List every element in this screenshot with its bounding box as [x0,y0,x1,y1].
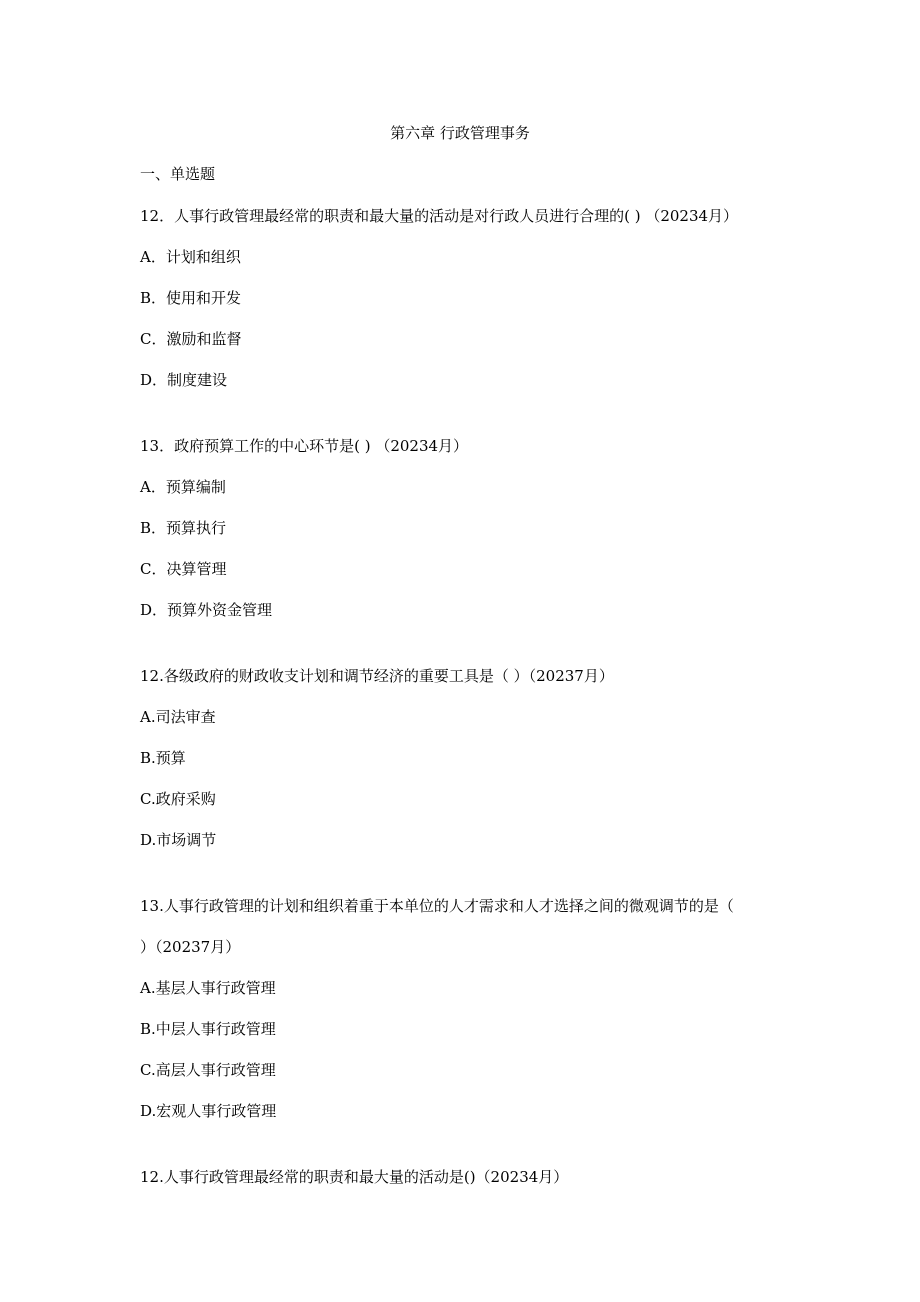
answer-option: B.中层人事行政管理 [140,1020,276,1038]
question-stem: 12.人事行政管理最经常的职责和最大量的活动是()（20234月） [140,1168,569,1186]
answer-option: B．预算执行 [140,519,227,537]
answer-option: A．预算编制 [140,478,226,496]
answer-option: A.基层人事行政管理 [140,979,276,997]
answer-option: C.政府采购 [140,790,216,808]
question-stem: 12．人事行政管理最经常的职责和最大量的活动是对行政人员进行合理的( ) （20234月） [140,207,739,225]
answer-option: B．使用和开发 [140,289,242,307]
answer-option: D．预算外资金管理 [140,601,273,619]
answer-option: C．决算管理 [140,560,227,578]
answer-option: A．计划和组织 [140,248,241,266]
answer-option: D.市场调节 [140,831,217,849]
answer-option: C.高层人事行政管理 [140,1061,276,1079]
answer-option: D．制度建设 [140,371,228,389]
answer-option: C．激励和监督 [140,330,242,348]
question-stem: 12.各级政府的财政收支计划和调节经济的重要工具是（ ）（20237月） [140,667,614,685]
page-title: 第六章 行政管理事务 [390,124,530,142]
question-stem: 13．政府预算工作的中心环节是( ) （20234月） [140,437,469,455]
answer-option: D.宏观人事行政管理 [140,1102,277,1120]
answer-option: A.司法审查 [140,708,216,726]
section-heading: 一、单选题 [140,165,216,183]
answer-option: B.预算 [140,749,186,767]
question-stem-continuation: ）（20237月） [140,938,241,956]
question-stem: 13.人事行政管理的计划和组织着重于本单位的人才需求和人才选择之间的微观调节的是（ [140,897,734,915]
